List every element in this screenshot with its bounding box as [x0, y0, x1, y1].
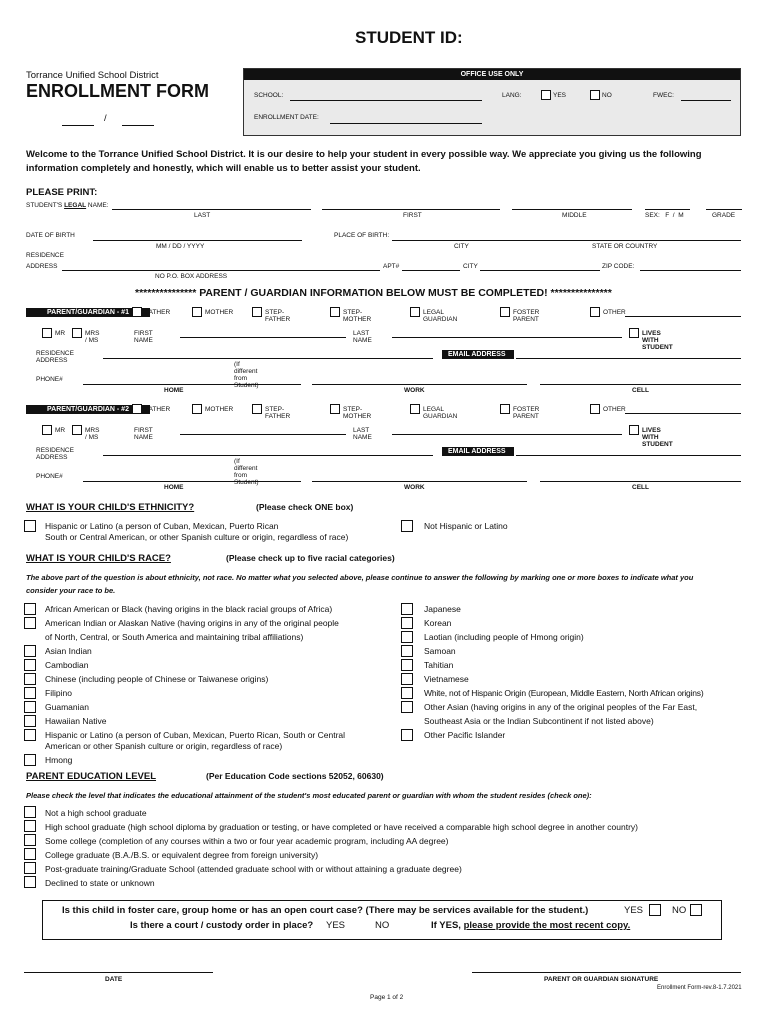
race-white-checkbox[interactable] — [401, 687, 413, 699]
middle-caption: MIDDLE — [562, 212, 587, 219]
office-lang-label: LANG: — [502, 92, 522, 99]
welcome-text: Welcome to the Torrance Unified School District. It is our desire to help your student in every possible way. We appreciate you giving us the following information completely and honestly, which will enable us to better assist your student. — [26, 149, 702, 174]
slash-separator: / — [104, 113, 107, 124]
g1-father-checkbox[interactable] — [132, 307, 142, 317]
office-lang-no-checkbox[interactable] — [590, 90, 600, 100]
g2-stepmother-label: STEP-MOTHER — [343, 406, 372, 420]
g1-residence-address-field[interactable] — [103, 358, 433, 359]
race-option-label: Japanese — [424, 604, 461, 614]
no-po-box-caption: NO P.O. BOX ADDRESS — [155, 273, 228, 280]
ethnicity-not-hispanic-label: Not Hispanic or Latino — [424, 521, 508, 531]
parent-signature-line[interactable] — [472, 972, 741, 973]
dob-format-caption: MM / DD / YYYY — [156, 243, 205, 250]
edu-option-label: Declined to state or unknown — [45, 878, 155, 888]
grade-caption: GRADE — [712, 212, 736, 219]
g2-mrs-checkbox[interactable] — [72, 425, 82, 435]
city-label: CITY — [463, 263, 478, 270]
g2-email-field[interactable] — [516, 455, 741, 456]
g2-legal-guardian-label: LEGAL GUARDIAN — [423, 406, 458, 420]
race-filipino-checkbox[interactable] — [24, 687, 36, 699]
g1-other-label: OTHER — [603, 309, 626, 316]
g1-stepfather-checkbox[interactable] — [252, 307, 262, 317]
g2-home-phone-field[interactable] — [83, 481, 301, 482]
address-label: ADDRESS — [26, 263, 58, 270]
race-hispanic-checkbox[interactable] — [24, 729, 36, 741]
g2-work-phone-field[interactable] — [312, 481, 527, 482]
race-tahitian-checkbox[interactable] — [401, 659, 413, 671]
office-fwec-label: FWEC: — [653, 92, 674, 99]
race-vietnamese-checkbox[interactable] — [401, 673, 413, 685]
g1-foster-checkbox[interactable] — [500, 307, 510, 317]
g1-phone-label: PHONE# — [36, 376, 63, 383]
g2-phone-label: PHONE# — [36, 473, 63, 480]
legal-word: LEGAL — [64, 202, 87, 209]
date-caption: DATE — [105, 976, 123, 983]
form-revision: Enrollment Form-rev.8-1.7.2021 — [657, 985, 742, 991]
g2-residence-address-field[interactable] — [103, 455, 433, 456]
race-cambodian-checkbox[interactable] — [24, 659, 36, 671]
form-title: ENROLLMENT FORM — [26, 81, 209, 101]
dob-field[interactable] — [93, 240, 302, 241]
g1-lives-with-label: LIVES WITH STUDENT — [642, 330, 673, 351]
office-school-field[interactable] — [290, 100, 482, 101]
race-option-label: Filipino — [45, 688, 72, 698]
g1-cell-phone-field[interactable] — [540, 384, 741, 385]
ethnicity-hispanic-checkbox[interactable] — [24, 520, 36, 532]
court-if-yes-note — [431, 920, 630, 931]
ethnicity-hispanic-line1: Hispanic or Latino (a person of Cuban, Mexican, Puerto Rican — [45, 521, 279, 531]
address-field[interactable] — [62, 270, 380, 271]
pob-state-caption: STATE OR COUNTRY — [592, 243, 658, 250]
g2-mrs-label: MRS / MS — [85, 427, 100, 441]
ethnicity-title: WHAT IS YOUR CHILD'S ETHNICITY? — [26, 502, 195, 513]
g1-if-different-caption: (If different from Student) — [234, 361, 259, 389]
g1-work-caption: WORK — [404, 387, 425, 394]
g1-mr-label: MR — [55, 330, 66, 337]
g2-mother-label: MOTHER — [205, 406, 234, 413]
edu-option-label: College graduate (B.A./B.S. or equivalent degree from foreign university) — [45, 850, 319, 860]
g1-stepfather-label: STEP-FATHER — [265, 309, 291, 323]
edu-not-hs-checkbox[interactable] — [24, 806, 36, 818]
pob-label: PLACE OF BIRTH: — [334, 232, 390, 239]
g1-work-phone-field[interactable] — [312, 384, 527, 385]
sex-field[interactable] — [645, 209, 690, 210]
g2-lives-with-checkbox[interactable] — [629, 425, 639, 435]
office-use-box — [243, 68, 741, 136]
legal-name-pre: STUDENT'S — [26, 202, 65, 209]
g2-lives-with-label: LIVES WITH STUDENT — [642, 427, 673, 448]
g2-father-checkbox[interactable] — [132, 404, 142, 414]
g1-email-field[interactable] — [516, 358, 741, 359]
district-name: Torrance Unified School District — [26, 70, 159, 81]
parent-info-banner: *************** PARENT / GUARDIAN INFORMATION BELOW MUST BE COMPLETED! *************** — [135, 287, 612, 299]
g2-residence-address-label: RESIDENCE ADDRESS — [36, 447, 74, 461]
edu-option-label: Not a high school graduate — [45, 808, 147, 818]
g2-last-name-label: LAST NAME — [353, 427, 372, 441]
g1-mr-checkbox[interactable] — [42, 328, 52, 338]
edu-option-label: Post-graduate training/Graduate School (attended graduate school with or without attaining a graduate degree) — [45, 864, 462, 874]
office-lang-yes-checkbox[interactable] — [541, 90, 551, 100]
g2-mother-checkbox[interactable] — [192, 404, 202, 414]
g1-mother-checkbox[interactable] — [192, 307, 202, 317]
if-yes-bold: If YES, — [431, 920, 464, 931]
race-pacific-islander-checkbox[interactable] — [401, 729, 413, 741]
g2-legal-guardian-checkbox[interactable] — [410, 404, 420, 414]
please-print-label: PLEASE PRINT: — [26, 187, 98, 198]
race-guamanian-checkbox[interactable] — [24, 701, 36, 713]
pob-field[interactable] — [392, 240, 741, 241]
g1-legal-guardian-checkbox[interactable] — [410, 307, 420, 317]
race-option-label: Guamanian — [45, 702, 89, 712]
g2-mr-label: MR — [55, 427, 66, 434]
g2-stepfather-label: STEP-FATHER — [265, 406, 291, 420]
guardian2-label: PARENT/GUARDIAN - #2 — [26, 405, 150, 414]
grade-number-field[interactable] — [62, 125, 94, 126]
office-lang-yes-label: YES — [553, 92, 567, 99]
race-option-label: Laotian (including people of Hmong origin) — [424, 632, 584, 642]
race-option-label: Asian Indian — [45, 646, 92, 656]
g1-legal-guardian-label: LEGAL GUARDIAN — [423, 309, 458, 323]
g2-cell-caption: CELL — [632, 484, 649, 491]
middle-name-field[interactable] — [512, 209, 632, 210]
g2-mr-checkbox[interactable] — [42, 425, 52, 435]
pob-city-caption: CITY — [454, 243, 469, 250]
race-hawaiian-checkbox[interactable] — [24, 715, 36, 727]
race-other-asian-checkbox[interactable] — [401, 701, 413, 713]
student-id-heading: STUDENT ID: — [355, 28, 463, 47]
office-use-title: OFFICE USE ONLY — [244, 69, 740, 80]
race-option-label: Other Asian (having origins in any of the original peoples of the Far East, — [424, 702, 698, 712]
education-instructions: Please check the level that indicates the educational attainment of the student's most educated parent or guardian with whom the student resides (check one): — [26, 791, 592, 800]
g2-other-label: OTHER — [603, 406, 626, 413]
court-yes-label: YES — [326, 920, 346, 931]
race-option-label: Southeast Asia or the Indian Subcontinent if not listed above) — [424, 716, 654, 726]
race-option-label: Samoan — [424, 646, 456, 656]
g1-foster-label: FOSTER PARENT — [513, 309, 540, 323]
race-african-american-checkbox[interactable] — [24, 603, 36, 615]
g1-mother-label: MOTHER — [205, 309, 234, 316]
g2-foster-label: FOSTER PARENT — [513, 406, 540, 420]
ethnicity-note: (Please check ONE box) — [256, 502, 354, 512]
office-fwec-field[interactable] — [681, 100, 731, 101]
foster-yes-label: YES — [624, 905, 644, 916]
g1-father-label: FATHER — [145, 309, 171, 316]
edu-option-label: High school graduate (high school diploma by graduation or testing, or have completed or have received a comparable high school degree in another country) — [45, 822, 638, 832]
first-name-field[interactable] — [322, 209, 500, 210]
g1-mrs-checkbox[interactable] — [72, 328, 82, 338]
g2-last-name-field[interactable] — [392, 434, 622, 435]
g1-home-phone-field[interactable] — [83, 384, 301, 385]
apt-field[interactable] — [402, 270, 460, 271]
race-option-label: American Indian or Alaskan Native (having origins in any of the original people — [45, 618, 339, 628]
g1-last-name-label: LAST NAME — [353, 330, 372, 344]
g1-residence-address-label: RESIDENCE ADDRESS — [36, 350, 74, 364]
guardian1-label: PARENT/GUARDIAN - #1 — [26, 308, 150, 317]
ethnicity-not-hispanic-checkbox[interactable] — [401, 520, 413, 532]
g1-first-name-field[interactable] — [180, 337, 346, 338]
race-option-label: of North, Central, or South America and maintaining tribal affiliations) — [45, 632, 304, 642]
apt-label: APT# — [383, 263, 400, 270]
foster-no-label: NO — [672, 905, 687, 916]
race-option-label: American or other Spanish culture or origin, regardless of race) — [45, 741, 283, 751]
g1-other-checkbox[interactable] — [590, 307, 600, 317]
edu-declined-checkbox[interactable] — [24, 876, 36, 888]
race-chinese-checkbox[interactable] — [24, 673, 36, 685]
race-american-indian-checkbox[interactable] — [24, 617, 36, 629]
residence-label: RESIDENCE — [26, 252, 64, 259]
zip-field[interactable] — [640, 270, 741, 271]
race-option-label: Korean — [424, 618, 452, 628]
education-note: (Per Education Code sections 52052, 60630) — [206, 771, 384, 781]
last-name-field[interactable] — [112, 209, 311, 210]
g2-stepmother-checkbox[interactable] — [330, 404, 340, 414]
race-option-label: Vietnamese — [424, 674, 469, 684]
foster-yes-checkbox[interactable] — [649, 904, 661, 916]
race-option-label: White, not of Hispanic Origin (European, Middle Eastern, North African origins) — [424, 688, 704, 698]
g1-first-name-label: FIRST NAME — [134, 330, 153, 344]
education-title: PARENT EDUCATION LEVEL — [26, 771, 157, 782]
g2-other-checkbox[interactable] — [590, 404, 600, 414]
zip-label: ZIP CODE: — [602, 263, 635, 270]
grade-field[interactable] — [706, 209, 742, 210]
g2-cell-phone-field[interactable] — [540, 481, 741, 482]
race-option-label: Hawaiian Native — [45, 716, 107, 726]
g1-cell-caption: CELL — [632, 387, 649, 394]
dob-label: DATE OF BIRTH — [26, 232, 75, 239]
student-legal-name-label — [26, 202, 109, 209]
court-no-label: NO — [375, 920, 390, 931]
race-samoan-checkbox[interactable] — [401, 645, 413, 657]
sex-caption: SEX: F / M — [645, 212, 684, 219]
g2-email-label: EMAIL ADDRESS — [442, 447, 514, 456]
page-number: Page 1 of 2 — [370, 994, 404, 1001]
g2-first-name-field[interactable] — [180, 434, 346, 435]
ethnicity-hispanic-line2: South or Central American, or other Spanish culture or origin, regardless of race) — [45, 532, 349, 542]
race-laotian-checkbox[interactable] — [401, 631, 413, 643]
race-option-label: Tahitian — [424, 660, 454, 670]
g1-email-label: EMAIL ADDRESS — [442, 350, 514, 359]
race-option-label: Hispanic or Latino (a person of Cuban, Mexican, Puerto Rican, South or Central — [45, 730, 346, 740]
g2-father-label: FATHER — [145, 406, 171, 413]
court-question: Is there a court / custody order in place? — [130, 920, 314, 931]
g1-last-name-field[interactable] — [392, 337, 622, 338]
race-option-label: Chinese (including people of Chinese or Taiwanese origins) — [45, 674, 269, 684]
g1-stepmother-checkbox[interactable] — [330, 307, 340, 317]
g2-if-different-caption: (If different from Student) — [234, 458, 259, 486]
race-korean-checkbox[interactable] — [401, 617, 413, 629]
race-japanese-checkbox[interactable] — [401, 603, 413, 615]
race-instructions: The above part of the question is about ethnicity, not race. No matter what you selected above, please continue to answer the following by marking one or more boxes to indicate what you consider your race to be. — [26, 573, 694, 595]
g2-work-caption: WORK — [404, 484, 425, 491]
g2-stepfather-checkbox[interactable] — [252, 404, 262, 414]
race-note: (Please check up to five racial categories) — [226, 553, 395, 563]
g1-lives-with-checkbox[interactable] — [629, 328, 639, 338]
edu-hs-checkbox[interactable] — [24, 820, 36, 832]
edu-some-college-checkbox[interactable] — [24, 834, 36, 846]
edu-postgrad-checkbox[interactable] — [24, 862, 36, 874]
race-option-label: African American or Black (having origins in the black racial groups of Africa) — [45, 604, 333, 614]
last-caption: LAST — [194, 212, 211, 219]
edu-college-grad-checkbox[interactable] — [24, 848, 36, 860]
office-enrollment-date-label: ENROLLMENT DATE: — [254, 114, 319, 121]
signature-caption: PARENT OR GUARDIAN SIGNATURE — [544, 976, 659, 983]
race-asian-indian-checkbox[interactable] — [24, 645, 36, 657]
grade-number-field-2[interactable] — [122, 125, 154, 126]
office-enrollment-date-field[interactable] — [330, 123, 482, 124]
race-option-label: Hmong — [45, 755, 73, 765]
g2-foster-checkbox[interactable] — [500, 404, 510, 414]
race-option-label: Cambodian — [45, 660, 89, 670]
legal-name-post: NAME: — [86, 202, 109, 209]
foster-question: Is this child in foster care, group home or has an open court case? (There may be services available for the student.) — [62, 905, 589, 916]
g1-stepmother-label: STEP-MOTHER — [343, 309, 372, 323]
date-signature-line[interactable] — [24, 972, 213, 973]
office-school-label: SCHOOL: — [254, 92, 284, 99]
first-caption: FIRST — [403, 212, 422, 219]
race-hmong-checkbox[interactable] — [24, 754, 36, 766]
city-field[interactable] — [480, 270, 600, 271]
g1-mrs-label: MRS / MS — [85, 330, 100, 344]
g2-other-field[interactable] — [625, 413, 741, 414]
g2-home-caption: HOME — [164, 484, 184, 491]
if-yes-rest: please provide the most recent copy. — [463, 920, 631, 931]
g1-other-field[interactable] — [625, 316, 741, 317]
foster-no-checkbox[interactable] — [690, 904, 702, 916]
office-lang-no-label: NO — [602, 92, 612, 99]
g1-home-caption: HOME — [164, 387, 184, 394]
race-title: WHAT IS YOUR CHILD'S RACE? — [26, 553, 171, 564]
edu-option-label: Some college (completion of any courses within a two or four year academic program, including AA degree) — [45, 836, 449, 846]
race-option-label: Other Pacific Islander — [424, 730, 506, 740]
g2-first-name-label: FIRST NAME — [134, 427, 153, 441]
